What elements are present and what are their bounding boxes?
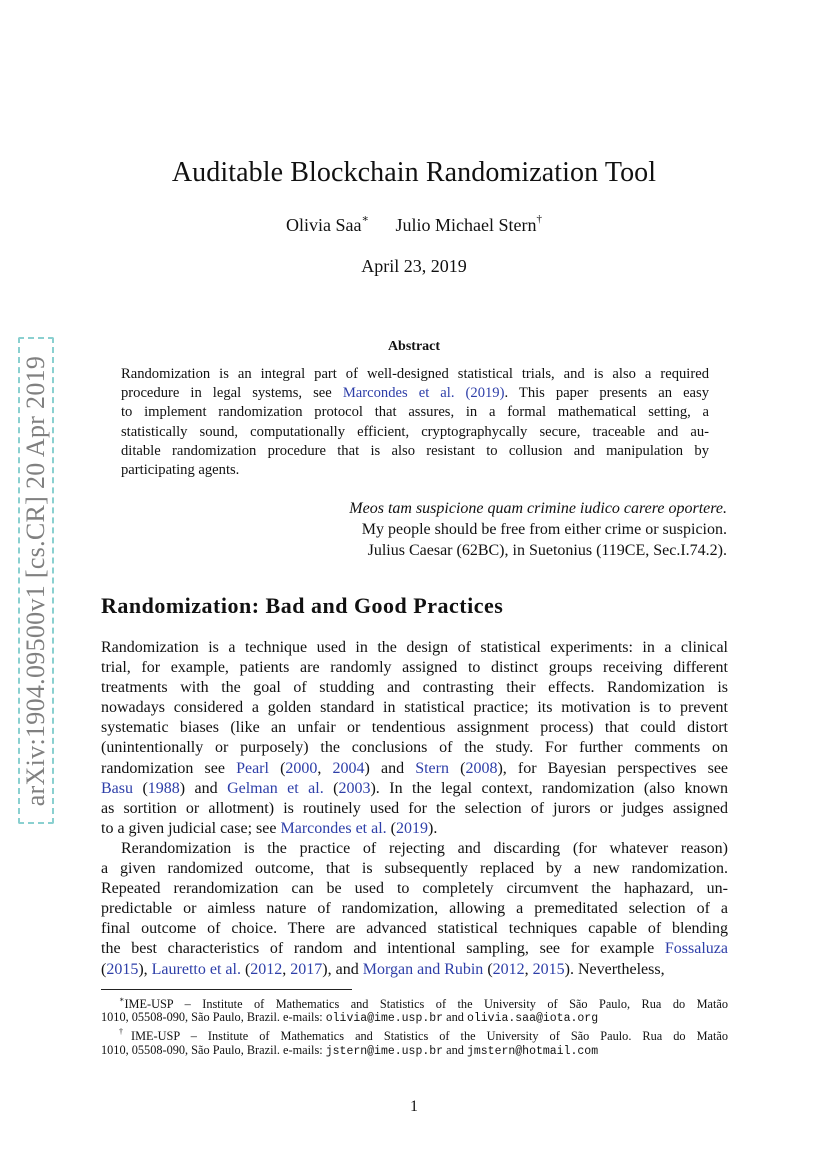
text-line: ∗IME-USP – Institute of Mathematics and Statistics of the University of São Paulo, Rua do Matão bbox=[119, 995, 728, 1012]
section-title: Randomization: Bad and Good Practices bbox=[101, 593, 504, 618]
email-address: jmstern@hotmail.com bbox=[466, 1044, 599, 1058]
body-text bbox=[101, 638, 728, 980]
text-line: statistically sound, computationally efficient, cryptographycally secure, traceable and au- bbox=[121, 423, 709, 440]
citation-link[interactable]: 2004 bbox=[332, 759, 365, 777]
author-name: Julio Michael Stern bbox=[395, 215, 537, 235]
text-line: final outcome of choice. There are advanced statistical techniques capable of blending bbox=[101, 920, 728, 938]
citation-link[interactable]: 2017 bbox=[290, 960, 323, 978]
citation-link[interactable]: Basu bbox=[101, 779, 133, 797]
text-line: (2015), Lauretto et al. (2012, 2017), and Morgan and Rubin (2012, 2015). Nevertheless, bbox=[101, 960, 665, 978]
citation-link[interactable]: Pearl bbox=[236, 759, 269, 777]
footnote-rule bbox=[101, 989, 352, 990]
citation-link[interactable]: 2015 bbox=[532, 960, 565, 978]
citation-link[interactable]: Fossaluza bbox=[664, 940, 728, 958]
citation-link[interactable]: Lauretto et al. bbox=[151, 960, 241, 978]
text-line: systematic biases (like an unfair or tendentious assignment process) that could distort bbox=[101, 719, 728, 737]
epigraph-attribution: Julius Caesar (62BC), in Suetonius (119CE, Sec.I.74.2). bbox=[367, 542, 727, 559]
citation-link[interactable]: Stern bbox=[415, 759, 449, 777]
footnote-2 bbox=[101, 1025, 728, 1057]
footnotes bbox=[101, 993, 728, 1058]
paper-date: April 23, 2019 bbox=[361, 256, 467, 276]
citation-link[interactable]: Marcondes et al. bbox=[342, 385, 455, 402]
citation-link[interactable]: 2012 bbox=[250, 960, 283, 978]
text-line: Randomization is an integral part of well-designed statistical trials, and is also a required bbox=[121, 366, 709, 382]
text-line: to a given judicial case; see Marcondes et al. (2019). bbox=[101, 819, 438, 837]
text-line: Rerandomization is the practice of rejecting and discarding (for whatever reason) bbox=[121, 839, 728, 857]
text-line: trial, for example, patients are randomly assigned to distinct groups receiving different bbox=[101, 659, 728, 677]
text-line: Basu (1988) and Gelman et al. (2003). In the legal context, randomization (also known bbox=[101, 779, 728, 797]
text-line: to implement randomization protocol that assures, in a formal mathematical setting, a bbox=[121, 404, 709, 421]
page-number: 1 bbox=[410, 1098, 418, 1115]
text-line: randomization see Pearl (2000, 2004) and Stern (2008), for Bayesian perspectives see bbox=[101, 759, 729, 777]
citation-link[interactable]: 1988 bbox=[147, 779, 180, 797]
text-line: predictable or aimless nature of randomization, allowing a premeditated selection of a bbox=[101, 900, 728, 918]
citation-link[interactable]: Gelman et al. bbox=[227, 779, 324, 797]
citation-link[interactable]: 2015 bbox=[106, 960, 139, 978]
citation-link[interactable]: 2000 bbox=[285, 759, 318, 777]
arxiv-identifier: arXiv:1904.09500v1 [cs.CR] 20 Apr 2019 bbox=[21, 355, 51, 806]
footnote-marker: ∗ bbox=[119, 995, 125, 1004]
citation-link[interactable]: 2003 bbox=[338, 779, 371, 797]
text-line: †IME-USP – Institute of Mathematics and Statistics of the University of São Paulo. Rua do Matão bbox=[119, 1027, 729, 1044]
paragraph-2 bbox=[101, 839, 728, 980]
text-line: Repeated rerandomization can be used to completely circumvent the haphazard, un- bbox=[101, 880, 728, 898]
footnote-marker: † bbox=[119, 1027, 131, 1037]
paper-title: Auditable Blockchain Randomization Tool bbox=[171, 157, 657, 188]
text-line: (unintentionally or purposely) the conclusions of the study. For further comments on bbox=[101, 739, 728, 757]
author-footnote-mark[interactable]: † bbox=[536, 213, 542, 225]
text-line: 1010, 05508-090, São Paulo, Brazil. e-mails: jstern@ime.usp.br and jmstern@hotmail.com bbox=[101, 1042, 599, 1058]
text-line: a given randomized outcome, that is subsequently replaced by a new randomization. bbox=[101, 860, 728, 878]
epigraph-english: My people should be free from either crime or suspicion. bbox=[361, 521, 727, 538]
text-line: as sortition or allotment) is routinely used for the selection of jurors or judges assigned bbox=[101, 799, 728, 817]
text-line: treatments with the goal of studding and contrasting their effects. Randomization is bbox=[101, 679, 728, 697]
text-line: nowadays considered a golden standard in statistical practice; its motivation is to prevent bbox=[101, 699, 728, 717]
author-1 bbox=[286, 215, 369, 235]
citation-link[interactable]: Morgan and Rubin bbox=[362, 960, 484, 978]
text-line: ditable randomization procedure that is also resistant to collusion and manipulation by bbox=[121, 442, 709, 459]
text-line: procedure in legal systems, see Marcondes et al. (2019). This paper presents an easy bbox=[121, 385, 709, 402]
email-address: olivia@ime.usp.br bbox=[325, 1012, 444, 1026]
citation-link[interactable]: 2019 bbox=[396, 819, 428, 837]
abstract-body bbox=[121, 365, 709, 480]
citation-link[interactable]: 2012 bbox=[492, 960, 525, 978]
arxiv-stamp bbox=[18, 337, 54, 824]
author-2 bbox=[395, 215, 541, 235]
citation-link[interactable]: Marcondes et al. bbox=[280, 819, 387, 837]
epigraph bbox=[349, 498, 727, 561]
text-line: Randomization is a technique used in the design of statistical experiments: in a clinical bbox=[101, 639, 728, 656]
author-name: Olivia Saa bbox=[286, 215, 362, 235]
text-line: the best characteristics of random and intentional sampling, see for example Fossaluza bbox=[101, 940, 728, 958]
abstract-heading: Abstract bbox=[387, 339, 441, 354]
text-line: participating agents. bbox=[121, 461, 240, 478]
citation-link[interactable]: (2019) bbox=[465, 385, 505, 402]
epigraph-latin: Meos tam suspicione quam crimine iudico carere oportere. bbox=[349, 500, 727, 517]
footnote-1 bbox=[101, 993, 728, 1025]
text-line: 1010, 05508-090, São Paulo, Brazil. e-mails: olivia@ime.usp.br and olivia.saa@iota.org bbox=[101, 1010, 599, 1026]
email-address: jstern@ime.usp.br bbox=[325, 1044, 444, 1058]
email-address: olivia.saa@iota.org bbox=[466, 1012, 599, 1026]
paragraph-1 bbox=[101, 638, 728, 839]
author-list bbox=[0, 214, 828, 236]
author-footnote-mark[interactable]: ∗ bbox=[361, 213, 369, 225]
citation-link[interactable]: 2008 bbox=[465, 759, 498, 777]
